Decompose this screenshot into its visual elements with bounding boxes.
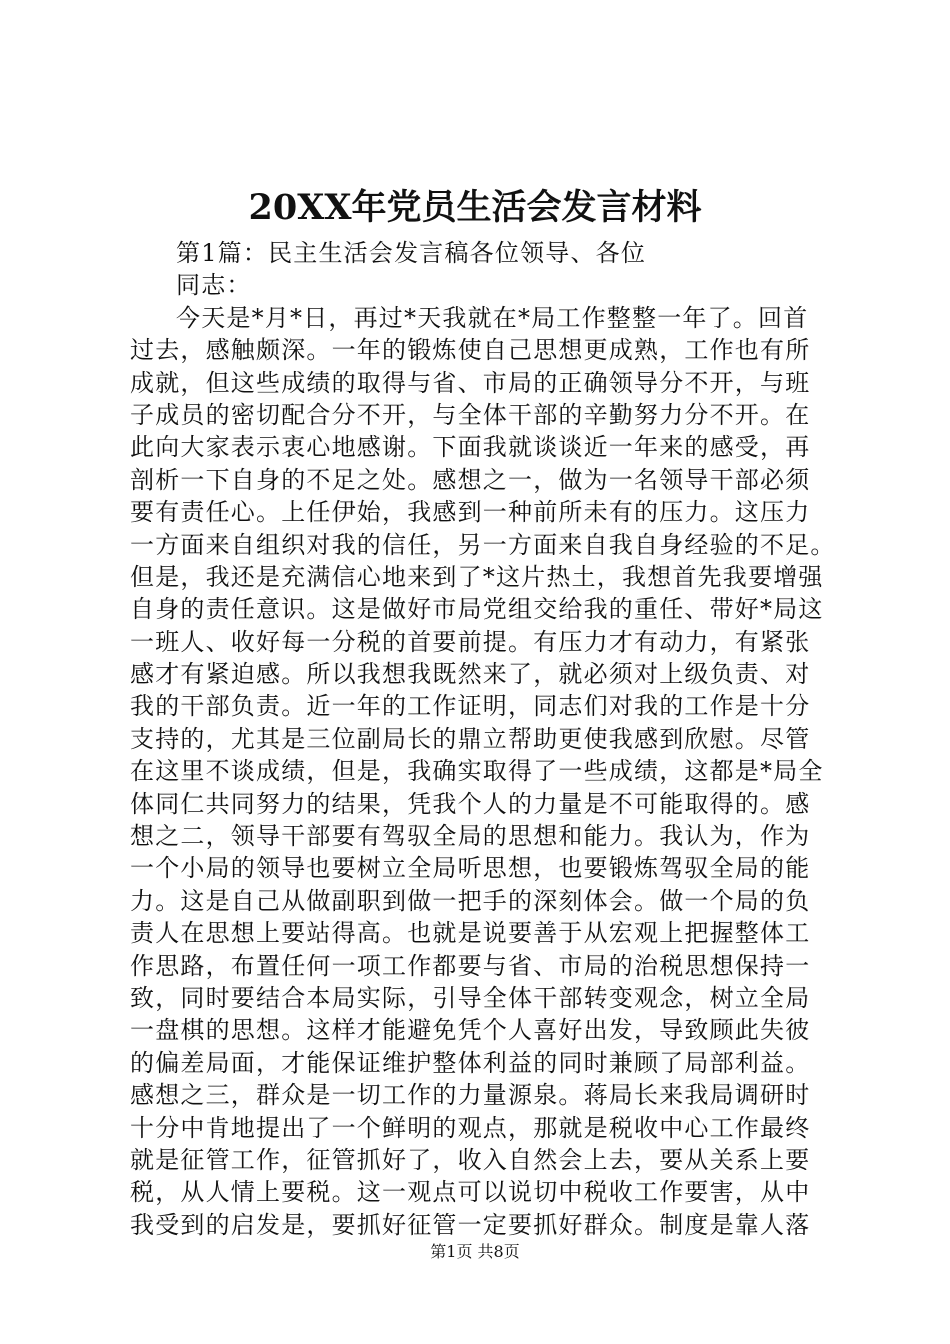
text-line: 税，从人情上要税。这一观点可以说切中税收工作要害，从中 (130, 1178, 811, 1207)
text-line: 感想之三，群众是一切工作的力量源泉。蒋局长来我局调研时 (130, 1081, 811, 1110)
text-line: 我受到的启发是，要抓好征管一定要抓好群众。制度是靠人落 (130, 1210, 811, 1239)
text-line: 责人在思想上要站得高。也就是说要善于从宏观上把握整体工 (130, 919, 811, 948)
text-line: 一方面来自组织对我的信任，另一方面来自我自身经验的不足。 (130, 530, 836, 559)
text-line: 感才有紧迫感。所以我想我既然来了，就必须对上级负责、对 (130, 660, 811, 689)
text-line: 十分中肯地提出了一个鲜明的观点，那就是税收中心工作最终 (130, 1113, 811, 1142)
text-line: 但是，我还是充满信心地来到了*这片热土，我想首先我要增强 (130, 562, 824, 591)
document-body (130, 237, 836, 1241)
page-footer: 第1页 共8页 (430, 1242, 520, 1261)
text-line: 要有责任心。上任伊始，我感到一种前所未有的压力。这压力 (130, 498, 811, 527)
text-line: 力。这是自己从做副职到做一把手的深刻体会。做一个局的负 (130, 886, 811, 915)
text-line: 作思路，布置任何一项工作都要与省、市局的治税思想保持一 (130, 951, 811, 980)
text-line: 今天是*月*日，再过*天我就在*局工作整整一年了。回首 (176, 303, 809, 332)
text-line: 致，同时要结合本局实际，引导全体干部转变观念，树立全局 (130, 983, 811, 1012)
text-line: 一个小局的领导也要树立全局听思想，也要锻炼驾驭全局的能 (130, 854, 811, 883)
text-line: 同志： (176, 271, 252, 300)
text-line: 支持的，尤其是三位副局长的鼎立帮助更使我感到欣慰。尽管 (130, 724, 811, 753)
text-line: 一班人、收好每一分税的首要前提。有压力才有动力，有紧张 (130, 627, 811, 656)
text-line: 我的干部负责。近一年的工作证明，同志们对我的工作是十分 (130, 692, 811, 721)
text-line: 想之二，领导干部要有驾驭全局的思想和能力。我认为，作为 (130, 822, 811, 851)
text-line: 就是征管工作，征管抓好了，收入自然会上去，要从关系上要 (130, 1145, 811, 1174)
text-line: 第1篇：民主生活会发言稿各位领导、各位 (176, 239, 647, 267)
text-line: 成就，但这些成绩的取得与省、市局的正确领导分不开，与班 (130, 368, 811, 397)
text-line: 此向大家表示衷心地感谢。下面我就谈谈近一年来的感受，再 (130, 433, 811, 462)
text-line: 一盘棋的思想。这样才能避免凭个人喜好出发，导致顾此失彼 (130, 1016, 811, 1045)
text-line: 剖析一下自身的不足之处。感想之一，做为一名领导干部必须 (130, 465, 811, 494)
text-line: 过去，感触颇深。一年的锻炼使自己思想更成熟，工作也有所 (130, 336, 811, 365)
text-line: 的偏差局面，才能保证维护整体利益的同时兼顾了局部利益。 (130, 1048, 811, 1077)
text-line: 子成员的密切配合分不开，与全体干部的辛勤努力分不开。在 (130, 400, 811, 429)
text-line: 体同仁共同努力的结果，凭我个人的力量是不可能取得的。感 (130, 789, 811, 818)
document-title: 20XX年党员生活会发言材料 (248, 187, 702, 228)
text-line: 自身的责任意识。这是做好市局党组交给我的重任、带好*局这 (130, 595, 824, 624)
text-line: 在这里不谈成绩，但是，我确实取得了一些成绩，这都是*局全 (130, 757, 824, 786)
